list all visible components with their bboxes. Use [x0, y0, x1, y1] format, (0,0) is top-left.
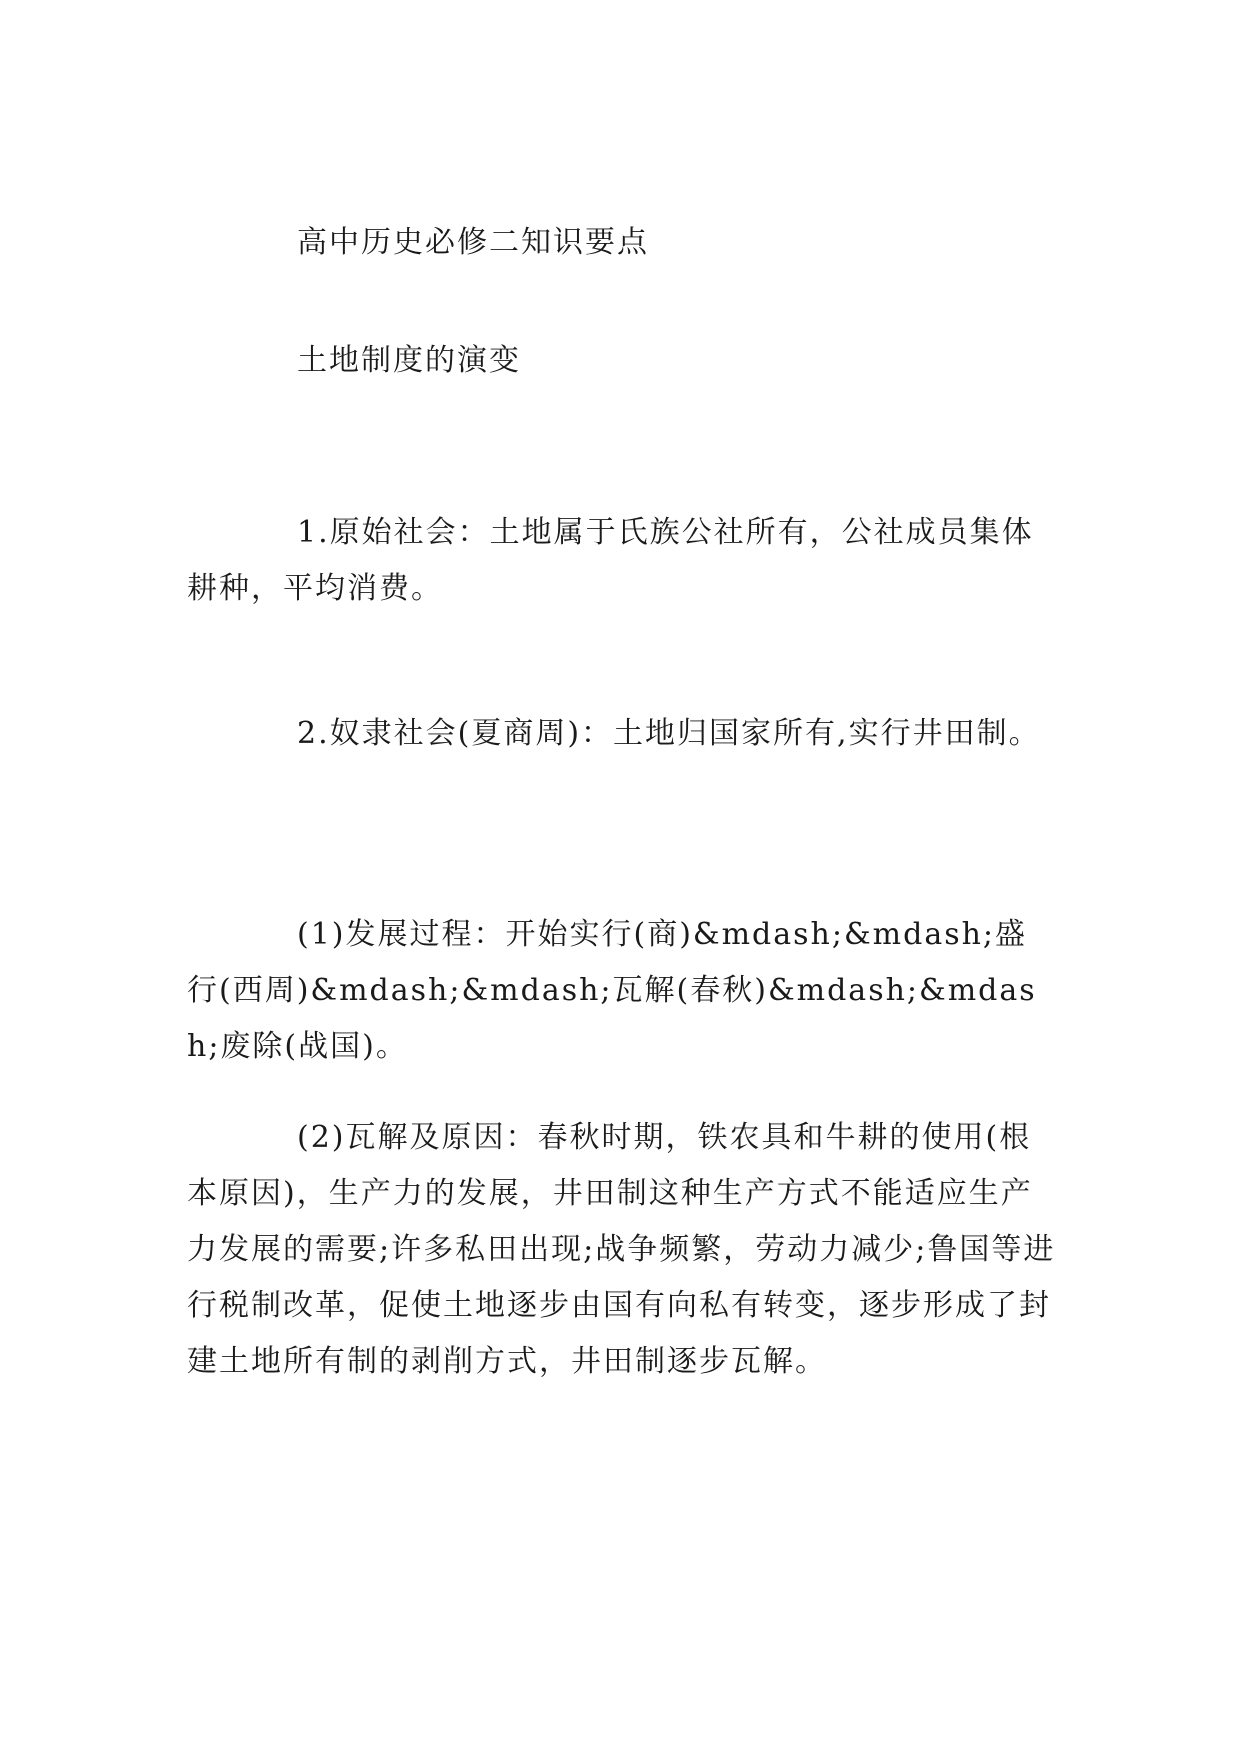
paragraph-development-process: (1)发展过程：开始实行(商)&mdash;&mdash;盛行(西周)&mdash;&mdash;瓦解(春秋)&mdash;&mdash;废除(战国)。	[187, 917, 1037, 1064]
paragraph-primitive-society: 1.原始社会：土地属于氏族公社所有，公社成员集体耕种，平均消费。	[187, 515, 1034, 606]
paragraph-collapse-reasons: (2)瓦解及原因：春秋时期，铁农具和牛耕的使用(根本原因)，生产力的发展，井田制这种生产方式不能适应生产力发展的需要;许多私田出现;战争频繁，劳动力减少;鲁国等进行税制改革，促使土地逐步由国有向私有转变，逐步形成了封建土地所有制的剥削方式，井田制逐步瓦解。	[187, 1120, 1056, 1379]
section-heading: 土地制度的演变	[297, 343, 521, 378]
document-title: 高中历史必修二知识要点	[297, 225, 649, 260]
paragraph-slave-society: 2.奴隶社会(夏商周)：土地归国家所有,实行井田制。	[297, 716, 1041, 751]
